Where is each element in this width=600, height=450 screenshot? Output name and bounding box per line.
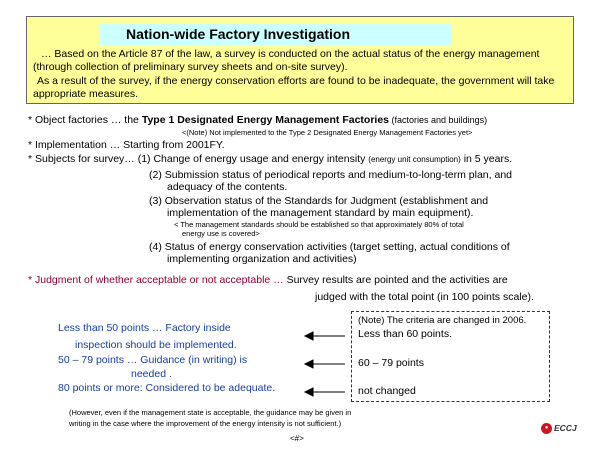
subject-1-small: (energy unit consumption) [368, 155, 461, 164]
arrow-left-icon [305, 332, 345, 340]
subject-1-tail: in 5 years. [463, 153, 513, 165]
criteria-not-changed: not changed [358, 385, 416, 397]
subject-3-note-2: energy use is covered> [182, 229, 260, 238]
criteria-60-79: 60 – 79 points [358, 357, 424, 369]
arrow-left-icon [305, 360, 345, 368]
page-number: <#> [290, 434, 304, 443]
score-50-79-cont: needed . [131, 368, 172, 380]
judgment-text: Survey results are pointed and the activities are [283, 274, 508, 286]
footnote-line-2: writing in the case where the improvement of the energy intensity is not sufficient.) [69, 419, 342, 428]
criteria-note: (Note) The criteria are changed in 2006. [358, 315, 527, 326]
judgment-line-2: judged with the total point (in 100 points scale). [315, 291, 534, 303]
subject-3-line-1: (3) Observation status of the Standards for Judgment (establishment and [149, 195, 489, 207]
object-factories-bold: Type 1 Designated Energy Management Factories [141, 114, 390, 126]
score-50-79: 50 – 79 points … Guidance (in writing) is [58, 354, 248, 366]
object-factories-note: <(Note) Not implemented to the Type 2 Designated Energy Management Factories yet> [182, 128, 473, 137]
score-less-than-50: Less than 50 points … Factory inside [58, 322, 231, 334]
subject-4-line-1: (4) Status of energy conservation activities (target setting, actual conditions of [149, 241, 510, 253]
subject-4-line-2: implementing organization and activities) [167, 253, 357, 265]
footnote-line-1: (However, even if the management state is acceptable, the guidance may be given in [69, 408, 352, 417]
logo-text: ECCJ [554, 423, 577, 433]
logo-icon: ● [541, 423, 552, 434]
object-factories-prefix: * Object factories … the [28, 114, 142, 126]
score-less-than-50-cont: inspection should be implemented. [75, 339, 237, 351]
subject-1-main: * Subjects for survey… (1) Change of energy usage and energy intensity [28, 153, 366, 165]
header-paragraph-1: … Based on the Article 87 of the law, a survey is conducted on the actual status of the energy management (through collection of preliminary survey sheets and on-site survey). [33, 48, 540, 73]
score-80-or-more: 80 points or more: Considered to be adequate. [58, 382, 276, 394]
subject-3-note-1: < The management standards should be established so that approximately 80% of total [174, 220, 464, 229]
implementation-line: * Implementation … Starting from 2001FY. [28, 139, 225, 151]
criteria-less-than-60: Less than 60 points. [358, 328, 452, 340]
object-factories-suffix: (factories and buildings) [389, 115, 488, 125]
subject-2-line-2: adequacy of the contents. [167, 181, 288, 193]
arrow-left-icon [305, 388, 345, 396]
header-paragraph-2: As a result of the survey, if the energy conservation efforts are found to be inadequate, the government will take appropriate measures. [33, 75, 555, 100]
subject-2-line-1: (2) Submission status of periodical reports and medium-to-long-term plan, and [149, 169, 513, 181]
subject-3-line-2: implementation of the management standard by main equipment). [167, 207, 474, 219]
page-title: Nation-wide Factory Investigation [100, 24, 452, 45]
judgment-prefix: * Judgment of whether acceptable or not acceptable … [28, 274, 284, 286]
